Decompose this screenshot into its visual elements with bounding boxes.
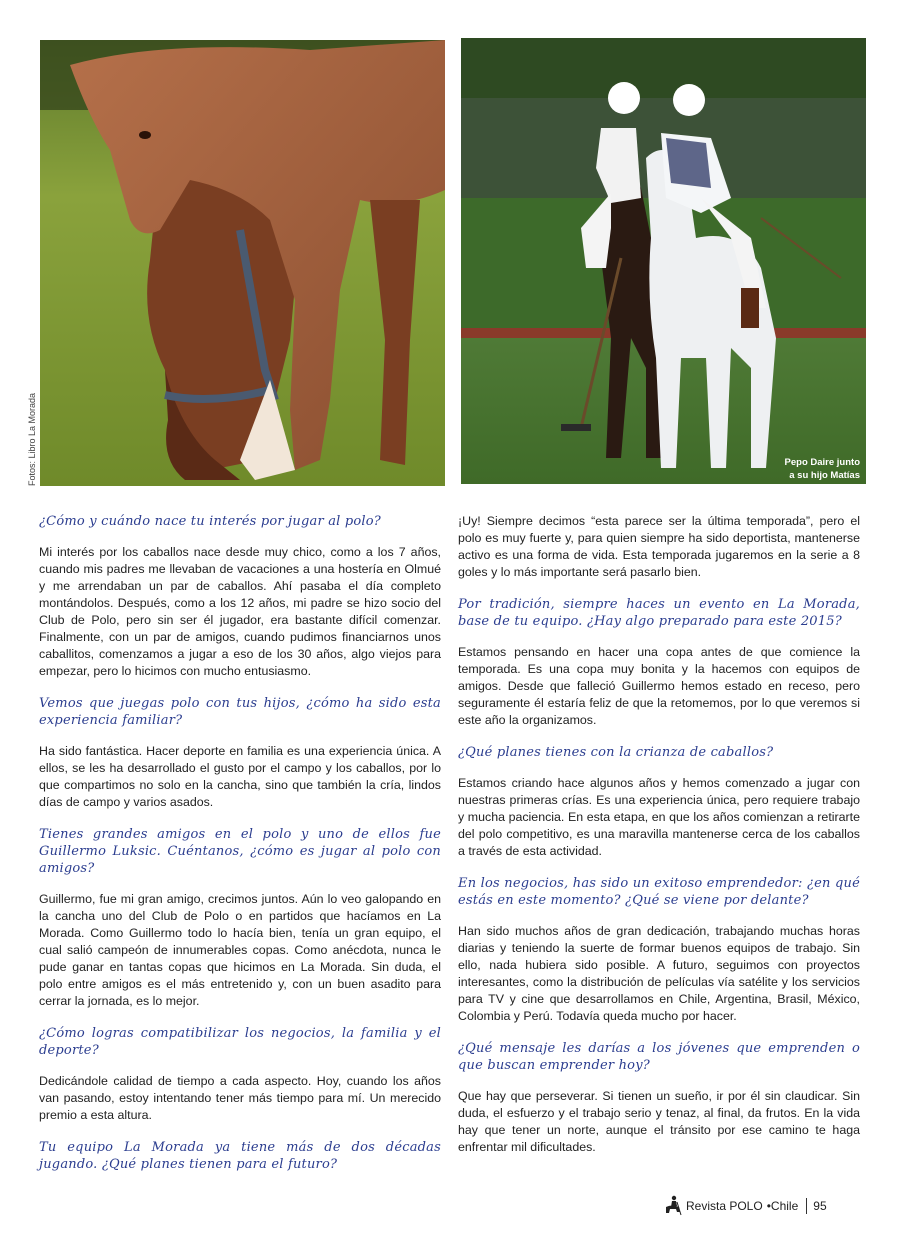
page-number: 95 [813, 1199, 827, 1213]
question: Tu equipo La Morada ya tiene más de dos décadas jugando. ¿Qué planes tienen para el futuro? [39, 1140, 441, 1172]
left-column [39, 513, 441, 1187]
answer: Mi interés por los caballos nace desde muy chico, como a los 7 años, cuando mis padres me llevaban de vacaciones a una hostería en Olmué y me arrendaban un par de caballos. Ahí pasaba el día completo montándolos. Después, como a los 12 años, mi padre se hizo socio del Club de Polo, pero sin ser él jugador, era bastante difícil comenzar. Finalmente, con un par de amigos, cuando pudimos financiarnos unos caballitos, comenzamos a jugar a eso de los 30 años, algo viejos para empezar, pero lo hicimos con mucho entusiasmo. [39, 545, 441, 678]
answer: Dedicándole calidad de tiempo a cada aspecto. Hoy, cuando los años van pasando, estoy intentando tener más tiempo para mí. Un merecido premio a esta altura. [39, 1074, 441, 1122]
answer: Que hay que perseverar. Si tienen un sueño, ir por él sin claudicar. Sin duda, el esfuerzo y el trabajo serio y tenaz, al final, da frutos. En la vida hay que tener un norte, aunque el tránsito por ese camino te haga enfrentar mil dificultades. [458, 1089, 860, 1154]
question: ¿Cómo y cuándo nace tu interés por jugar al polo? [39, 514, 381, 529]
polo-player-logo-icon [664, 1195, 682, 1217]
photo-caption [750, 456, 860, 482]
right-column [458, 513, 860, 1171]
answer: Estamos pensando en hacer una copa antes de que comience la temporada. Es una copa muy bonita y la hacemos con equipos de amigos. Desde que falleció Guillermo hemos estado en receso, pero seguramente él estaría feliz de que la retomemos, por lo que veremos si este año la organizamos. [458, 645, 860, 727]
page-footer [664, 1195, 827, 1217]
question: Por tradición, siempre haces un evento en La Morada, base de tu equipo. ¿Hay algo preparado para este 2015? [458, 597, 860, 629]
caption-line-1: Pepo Daire junto [784, 457, 860, 468]
question: ¿Qué planes tienes con la crianza de caballos? [458, 745, 774, 760]
photo-credit: Fotos: Libro La Morada [27, 392, 37, 486]
answer: ¡Uy! Siempre decimos “esta parece ser la última temporada”, pero el polo es muy fuerte y, para quien siempre ha sido deportista, mantenerse activo es una forma de vida. Esta temporada jugaremos en la serie a 8 goles y lo más importante será pasarlo bien. [458, 514, 860, 579]
footer-country: Chile [770, 1199, 799, 1213]
polo-riders-photo [461, 38, 866, 484]
question: En los negocios, has sido un exitoso emprendedor: ¿en qué estás en este momento? ¿Qué se viene por delante? [458, 876, 860, 908]
question: ¿Qué mensaje les darías a los jóvenes que emprenden o que buscan emprender hoy? [458, 1041, 860, 1073]
caption-line-2: a su hijo Matías [789, 470, 860, 481]
answer: Guillermo, fue mi gran amigo, crecimos juntos. Aún lo veo galopando en la cancha uno del Club de Polo o en partidos que hacíamos en La Morada. Como Guillermo todo lo hacía bien, tenía un gran equipo, el cual salió campeón de innumerables copas. Como anécdota, nunca le pude ganar en tantas copas que hicimos en La Morada. Sin duda, el polo entre amigos es el más entretenido y, con un buen asadito para cerrar la jornada, es lo mejor. [39, 892, 441, 1008]
magazine-name: Revista POLO [686, 1199, 763, 1213]
horses-grazing-photo [40, 40, 445, 486]
answer: Han sido muchos años de gran dedicación, trabajando muchas horas diarias y teniendo la suerte de formar buenos equipos de trabajo. Sin ello, nada hubiera sido posible. A futuro, seguimos con proyectos interesantes, como la distribución de películas vía satélite y los servicios para TV y cine que desarrollamos en Chile, Argentina, Brasil, México, Colombia y Perú. Todavía queda mucho por hacer. [458, 924, 860, 1023]
question: Tienes grandes amigos en el polo y uno de ellos fue Guillermo Luksic. Cuéntanos, ¿cómo es jugar al polo con amigos? [39, 827, 441, 876]
question: ¿Cómo logras compatibilizar los negocios, la familia y el deporte? [39, 1026, 441, 1058]
footer-bullet: • [766, 1199, 771, 1213]
answer: Estamos criando hace algunos años y hemos comenzado a jugar con nuestras primeras crías. Es una experiencia única, pero requiere trabajo y mucha paciencia. En esta etapa, en que los años comienzan a retirarte del polo competitivo, es una maravilla mantenerse cerca de los caballos a través de esta actividad. [458, 776, 860, 858]
footer-divider [806, 1198, 807, 1214]
answer: Ha sido fantástica. Hacer deporte en familia es una experiencia única. A ellos, se les ha desarrollado el gusto por el campo y los caballos, por lo que compartimos no solo en la cancha, sino que también la cría, lindos días de campo y varios asados. [39, 744, 441, 809]
question: Vemos que juegas polo con tus hijos, ¿cómo ha sido esta experiencia familiar? [39, 696, 441, 728]
